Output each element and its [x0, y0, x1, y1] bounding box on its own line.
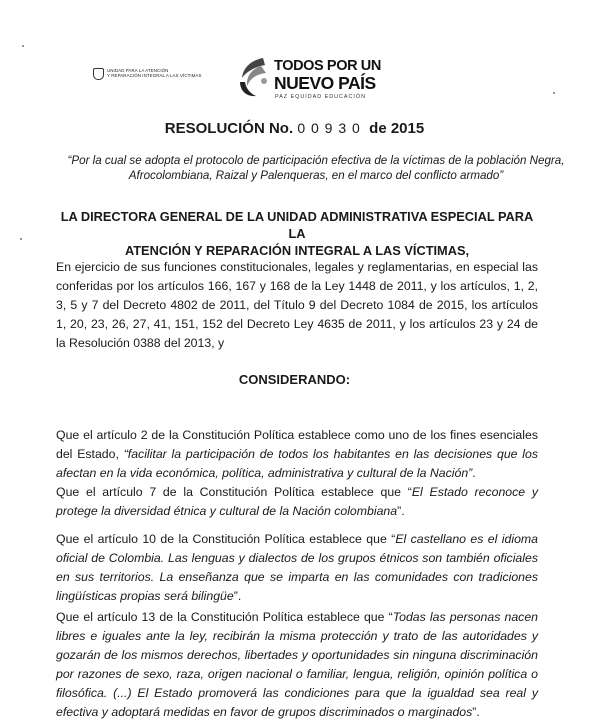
intro-paragraph: En ejercicio de sus funciones constitucionales, legales y reglamentarias, en especial las conferidas por los artículos 166, 167 y 168 de la Ley 1448 de 2011, y los artículos, 1, 2, 3, 5 y 7 del Decreto 4802 de 2011, del Título 9 del Decreto 1084 de 2015, los artículos 1, 20, 23, 26, 27, 41, 151, 152 del Decreto Ley 4635 de 2011, y los artículos 23 y 24 de la Resolución 0388 del 2013, y	[56, 260, 538, 350]
para3-tail: ”.	[233, 589, 242, 603]
heading-line-1: LA DIRECTORA GENERAL DE LA UNIDAD ADMINISTRATIVA ESPECIAL PARA LA	[60, 209, 534, 241]
victims-unit-logo-line1: UNIDAD PARA LA ATENCIÓN	[107, 68, 169, 73]
victims-unit-logo-line2: Y REPARACIÓN INTEGRAL A LAS VÍCTIMAS	[107, 73, 202, 78]
consideration-paragraph-2	[56, 483, 538, 521]
para2-tail: ”.	[397, 504, 405, 518]
victims-unit-logo	[93, 68, 213, 82]
para2-quote: El Estado reconoce y protege la diversidad étnica y cultural de la Nación colombiana	[56, 485, 539, 518]
scan-speck	[20, 238, 22, 240]
para2-lead: Que el artículo 7 de la Constitución Política establece que “	[56, 485, 412, 499]
para3-lead: Que el artículo 10 de la Constitución Política establece que “	[56, 532, 396, 546]
resolution-subtitle	[56, 153, 576, 183]
resolution-number: 0 0 9 3 0	[297, 120, 361, 136]
para4-lead: Que el artículo 13 de la Constitución Política establece que “	[56, 610, 393, 624]
resolution-title	[0, 120, 589, 137]
consideration-paragraph-4	[56, 608, 538, 722]
logo-line-todos-por-un: TODOS POR UN	[274, 58, 381, 74]
scan-speck	[553, 92, 555, 94]
todos-por-un-nuevo-pais-logo	[234, 52, 384, 104]
resolution-year: de 2015	[369, 120, 425, 137]
nuevo-pais-swirl-icon	[234, 54, 270, 98]
scan-speck	[22, 45, 24, 47]
para4-quote: Todas las personas nacen libres e iguales ante la ley, recibirán la misma protección y trato de las autoridades y gozarán de los mismos derechos, libertades y oportunidades sin ninguna discriminación por razones de sexo, raza, origen nacional o familiar, lengua, religión, opinión política o filosófica. (...) El Estado promoverá las condiciones para que la igualdad sea real y efectiva y adoptará medidas en favor de grupos discriminados o marginados	[56, 610, 538, 719]
logo-tagline: PAZ EQUIDAD EDUCACIÓN	[275, 94, 366, 100]
para4-tail: ”.	[472, 705, 480, 719]
heading-line-2: ATENCIÓN Y REPARACIÓN INTEGRAL A LAS VÍCTIMAS,	[124, 243, 470, 258]
para3-quote: El castellano es el idioma oficial de Colombia. Las lenguas y dialectos de los grupos étnicos son también oficiales en sus territorios. La enseñanza que se imparta en las comunidades con tradiciones lingüísticas propias será bilingüe	[56, 532, 538, 603]
resolution-label: RESOLUCIÓN No.	[164, 120, 294, 137]
issuer-heading	[56, 208, 538, 259]
considerando-heading: CONSIDERANDO:	[238, 372, 351, 387]
coat-of-arms-icon	[93, 68, 104, 80]
logo-line-nuevo-pais: NUEVO PAÍS	[274, 73, 376, 93]
subtitle-line-1: “Por la cual se adopta el protocolo de participación efectiva de la víctimas de la población Negra,	[67, 154, 565, 167]
victims-unit-logo-text	[107, 68, 202, 78]
consideration-paragraph-3	[56, 530, 538, 606]
para1-lead: Que el artículo 2 de la Constitución Política establece como uno de los fines esenciales del Estado,	[56, 428, 538, 461]
para1-quote: “facilitar la participación de todos los habitantes en las decisiones que los afectan en la vida económica, política, administrativa y cultural de la Nación”	[56, 447, 539, 480]
consideration-paragraph-1	[56, 426, 538, 483]
subtitle-line-2: Afrocolombiana, Raizal y Palenqueras, en el marco del conflicto armado”	[128, 169, 504, 182]
para1-tail: .	[472, 466, 476, 480]
